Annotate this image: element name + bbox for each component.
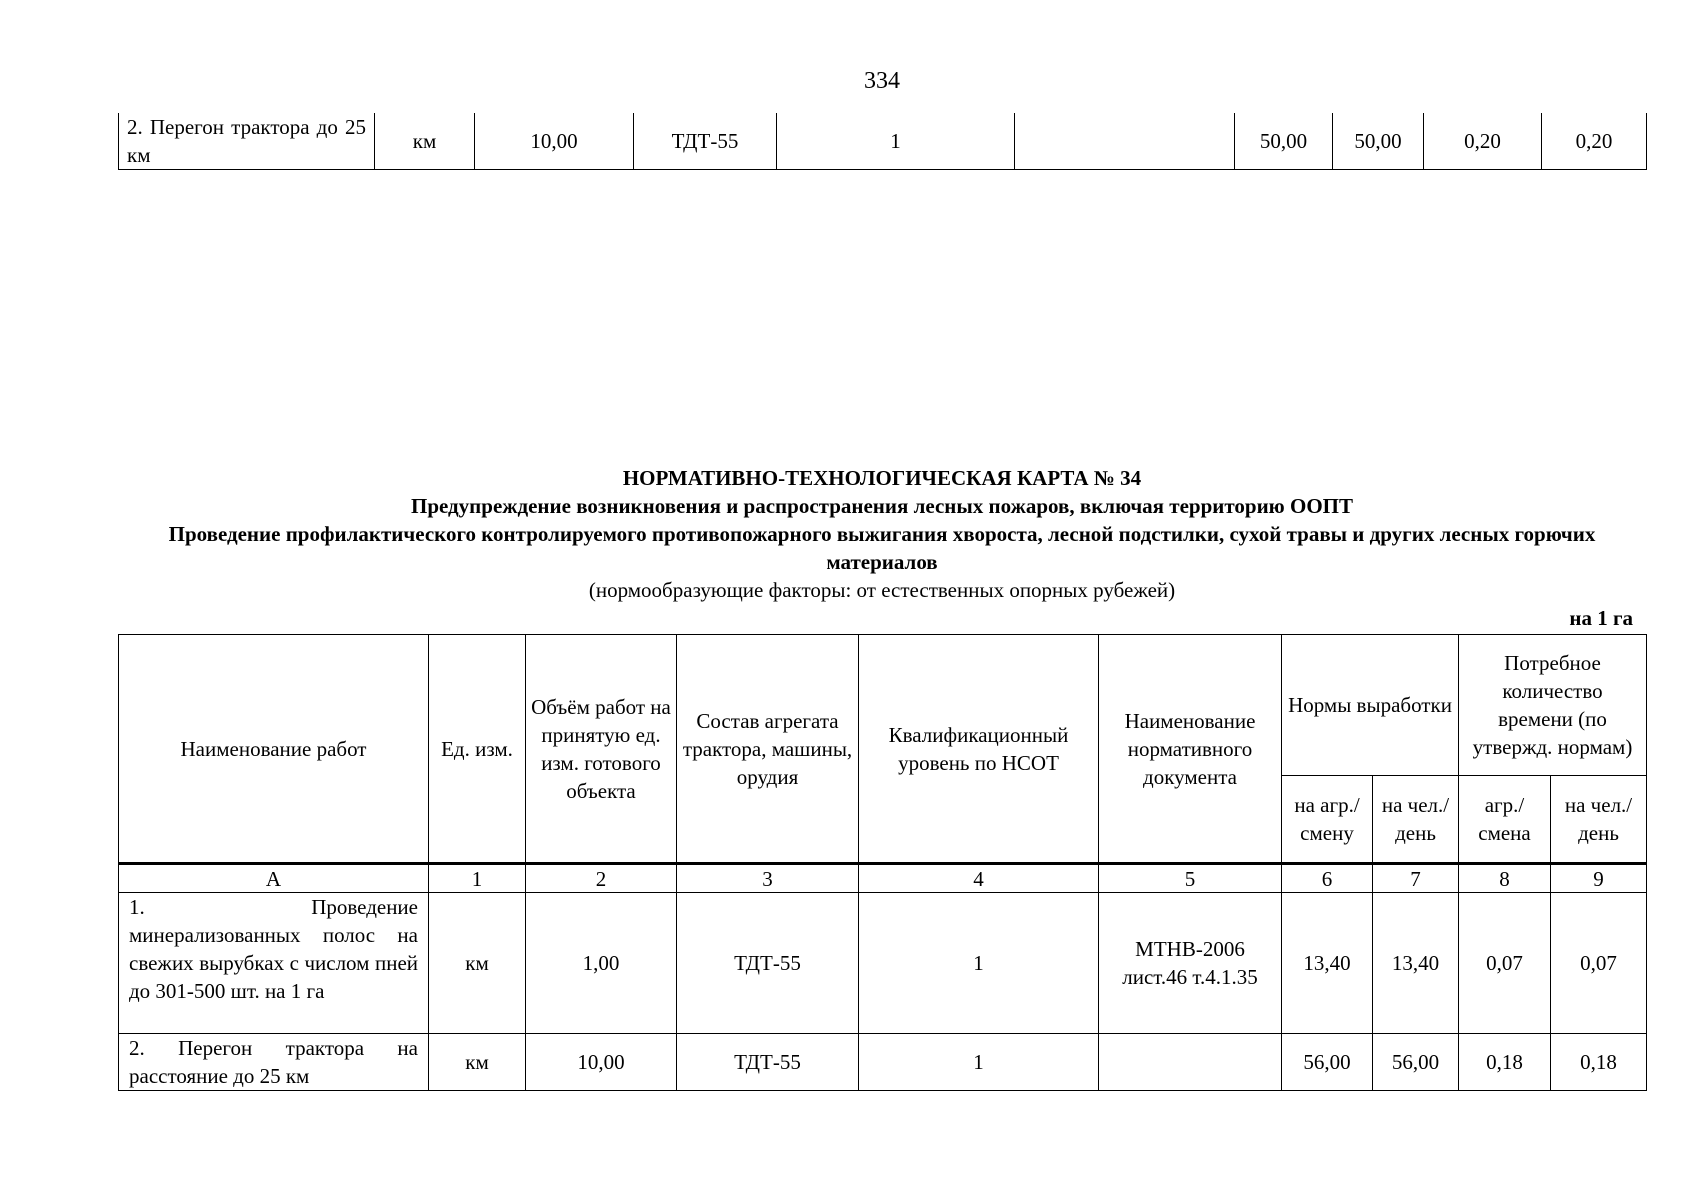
header-time: Потребное количество времени (по утвержд. нормам) bbox=[1459, 635, 1647, 776]
card-subtitle: Предупреждение возникновения и распространения лесных пожаров, включая территорию ООПТ bbox=[410, 494, 1353, 518]
header-name: Наименование работ bbox=[119, 635, 429, 864]
volume-cell: 10,00 bbox=[526, 1034, 677, 1091]
header-aggregate: Состав агрегата трактора, машины, орудия bbox=[677, 635, 859, 864]
index-cell: 2 bbox=[526, 864, 677, 893]
index-cell: 4 bbox=[859, 864, 1099, 893]
norm-agr-cell: 13,40 bbox=[1282, 893, 1373, 1034]
card-title: НОРМАТИВНО-ТЕХНОЛОГИЧЕСКАЯ КАРТА № 34 bbox=[622, 466, 1142, 490]
index-cell: А bbox=[119, 864, 429, 893]
norm-agr-cell: 56,00 bbox=[1282, 1034, 1373, 1091]
document-cell bbox=[1099, 1034, 1282, 1091]
unit-cell: км bbox=[429, 1034, 526, 1091]
work-name-cell: 1. Проведение минерализованных полос на свежих вырубках с числом пней до 301-500 шт. на 1 га bbox=[119, 893, 429, 1034]
index-cell: 7 bbox=[1373, 864, 1459, 893]
card-heading bbox=[118, 464, 1646, 604]
index-cell: 9 bbox=[1551, 864, 1647, 893]
level-cell: 1 bbox=[859, 1034, 1099, 1091]
level-cell: 1 bbox=[859, 893, 1099, 1034]
time-agr-cell: 0,20 bbox=[1424, 113, 1542, 170]
norm-man-cell: 56,00 bbox=[1373, 1034, 1459, 1091]
header-time-man: на чел./ день bbox=[1551, 776, 1647, 864]
header-norm-man: на чел./ день bbox=[1373, 776, 1459, 864]
work-name-cell: 2. Перегон трактора до 25 км bbox=[119, 113, 375, 170]
norm-table bbox=[118, 634, 1647, 1091]
header-norm-agr: на агр./ смену bbox=[1282, 776, 1373, 864]
norm-man-cell: 50,00 bbox=[1333, 113, 1424, 170]
table-row bbox=[119, 1034, 1647, 1091]
index-cell: 6 bbox=[1282, 864, 1373, 893]
work-name-cell: 2. Перегон трактора на расстояние до 25 км bbox=[119, 1034, 429, 1091]
card-factors: (нормообразующие факторы: от естественных опорных рубежей) bbox=[588, 578, 1176, 602]
header-norms: Нормы выработки bbox=[1282, 635, 1459, 776]
card-operation: Проведение профилактического контролируемого противопожарного выжигания хвороста, лесной подстилки, сухой травы и других лесных горючих материалов bbox=[168, 522, 1596, 574]
header-volume: Объём работ на принятую ед. изм. готового объекта bbox=[526, 635, 677, 864]
header-unit: Ед. изм. bbox=[429, 635, 526, 864]
document-cell bbox=[1015, 113, 1235, 170]
time-man-cell: 0,07 bbox=[1551, 893, 1647, 1034]
index-cell: 5 bbox=[1099, 864, 1282, 893]
index-cell: 3 bbox=[677, 864, 859, 893]
time-agr-cell: 0,07 bbox=[1459, 893, 1551, 1034]
aggregate-cell: ТДТ-55 bbox=[677, 893, 859, 1034]
norm-man-cell: 13,40 bbox=[1373, 893, 1459, 1034]
table-row bbox=[119, 893, 1647, 1034]
time-man-cell: 0,18 bbox=[1551, 1034, 1647, 1091]
header-level: Квалификационный уровень по НСОТ bbox=[859, 635, 1099, 864]
unit-note: на 1 га bbox=[1569, 606, 1633, 630]
level-cell: 1 bbox=[777, 113, 1015, 170]
time-agr-cell: 0,18 bbox=[1459, 1034, 1551, 1091]
aggregate-cell: ТДТ-55 bbox=[677, 1034, 859, 1091]
time-man-cell: 0,20 bbox=[1542, 113, 1647, 170]
volume-cell: 1,00 bbox=[526, 893, 677, 1034]
document-cell: МТНВ-2006 лист.46 т.4.1.35 bbox=[1099, 893, 1282, 1034]
volume-cell: 10,00 bbox=[475, 113, 634, 170]
continuation-table bbox=[118, 113, 1647, 170]
index-cell: 1 bbox=[429, 864, 526, 893]
table-row bbox=[119, 113, 1647, 170]
column-index-row bbox=[119, 864, 1647, 893]
unit-cell: км bbox=[375, 113, 475, 170]
header-time-agr: агр./ смена bbox=[1459, 776, 1551, 864]
header-document: Наименование нормативного документа bbox=[1099, 635, 1282, 864]
aggregate-cell: ТДТ-55 bbox=[634, 113, 777, 170]
norm-agr-cell: 50,00 bbox=[1235, 113, 1333, 170]
unit-cell: км bbox=[429, 893, 526, 1034]
header-row bbox=[119, 635, 1647, 776]
page-number: 334 bbox=[864, 68, 900, 94]
index-cell: 8 bbox=[1459, 864, 1551, 893]
